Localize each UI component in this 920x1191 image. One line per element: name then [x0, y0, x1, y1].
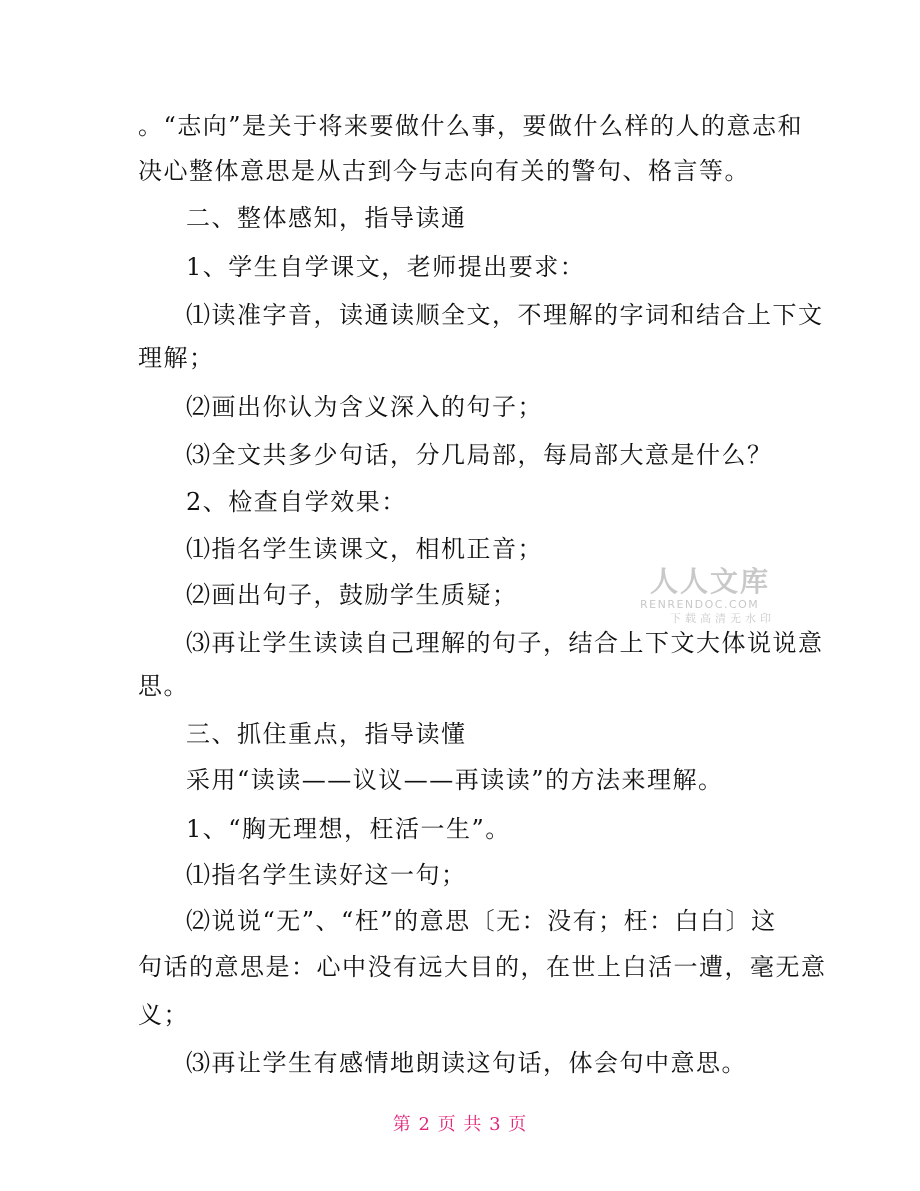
text-line: 。“志向”是关于将来要做什么事，要做什么样的人的意志和 — [138, 112, 804, 140]
watermark-logo: 人人文库 — [650, 565, 771, 598]
text-line: 采用“读读——议议——再读读”的方法来理解。 — [186, 766, 724, 794]
watermark-domain: RENRENDOC.COM — [640, 598, 760, 611]
text-line: 2、检查自学效果： — [186, 488, 407, 516]
text-line: ⑴指名学生读好这一句； — [186, 861, 467, 889]
text-line: ⑶全文共多少句话，分几局部，每局部大意是什么？ — [186, 441, 773, 469]
text-line: 思。 — [138, 672, 189, 700]
text-line: 1、“胸无理想，枉活一生”。 — [186, 815, 511, 843]
text-line: 义； — [138, 1001, 189, 1029]
text-line: 决心整体意思是从古到今与志向有关的警句、格言等。 — [138, 157, 750, 185]
text-line: ⑴指名学生读课文，相机正音； — [186, 535, 543, 563]
text-line: ⑴读准字音，读通读顺全文，不理解的字词和结合上下文 — [186, 301, 824, 329]
text-line: ⑵画出句子，鼓励学生质疑； — [186, 581, 518, 609]
section-heading: 二、整体感知，指导读通 — [186, 204, 467, 232]
text-line: 句话的意思是：心中没有远大目的，在世上白活一遭，毫无意 — [138, 953, 827, 981]
text-line: ⑵画出你认为含义深入的句子； — [186, 393, 543, 421]
text-line: 理解； — [138, 344, 215, 372]
page-number-footer: 第 2 页 共 3 页 — [392, 1114, 528, 1135]
text-line: ⑶再让学生有感情地朗读这句话，体会句中意思。 — [186, 1049, 747, 1077]
text-line: ⑵说说“无”、“枉”的意思〔无：没有；枉：白白〕这 — [186, 907, 777, 935]
text-line: ⑶再让学生读读自己理解的句子，结合上下文大体说说意 — [186, 629, 824, 657]
watermark — [640, 566, 780, 625]
section-heading: 三、抓住重点，指导读懂 — [186, 720, 467, 748]
watermark-tagline: 下载高清无水印 — [670, 612, 775, 625]
text-line: 1、学生自学课文，老师提出要求： — [186, 253, 586, 281]
